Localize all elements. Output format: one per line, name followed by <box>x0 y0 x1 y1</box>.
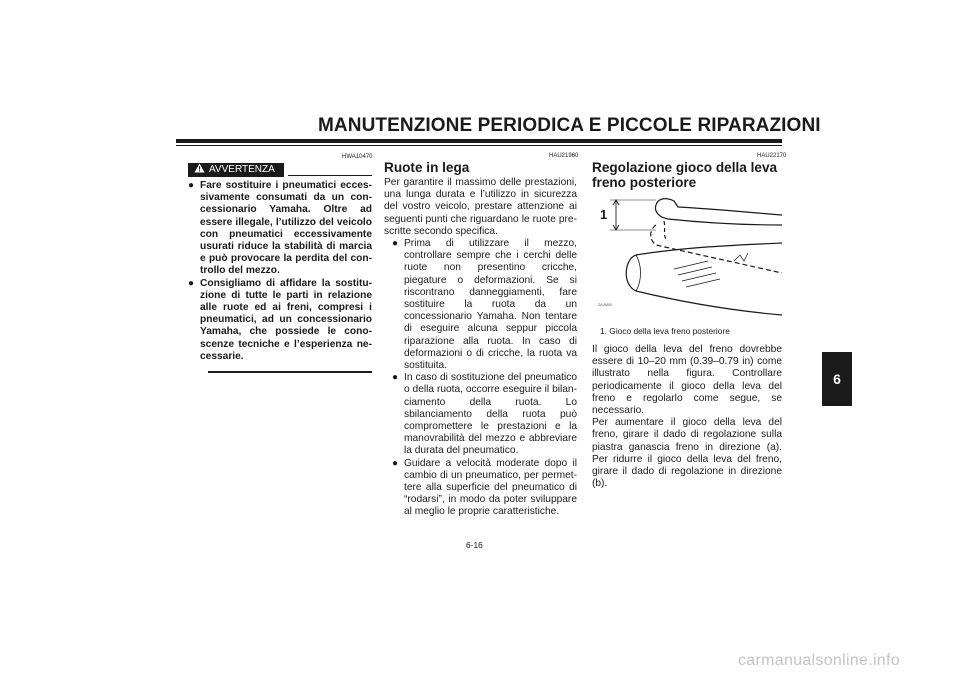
brake-lever-illustration <box>596 195 782 317</box>
warning-end-rule <box>208 371 372 373</box>
warning-triangle-icon <box>194 163 205 178</box>
wheels-code: HAU21960 <box>549 153 579 159</box>
warning-code: HWA10470 <box>342 154 373 160</box>
page-title: MANUTENZIONE PERIODICA E PICCOLE RIPARAZIONI <box>318 115 821 136</box>
page-number: 6-16 <box>466 540 483 550</box>
watermark: carmanualsonline.info <box>738 652 900 669</box>
brake-heading: Regolazione gioco della leva freno posteriore <box>592 160 778 190</box>
figure-code: ZAUM00 <box>598 303 612 307</box>
wheels-heading: Ruote in lega <box>384 160 470 175</box>
wheels-section <box>384 177 577 519</box>
bullet-icon: ● <box>392 372 399 384</box>
brake-section <box>592 344 782 490</box>
brake-lever-figure <box>596 195 782 317</box>
wheels-item: ● Guidare a velocità moderate dopo il cambio di un pneumatico, per permettere alla superficie del pneumatico di “rodarsi”, in modo da poter sviluppare al meglio le proprie caratteristiche. <box>392 457 577 518</box>
wheels-intro: Per garantire il massimo delle prestazioni, una lunga durata e l’utilizzo in sicurezza del vostro veicolo, prestare attenzione ai seguenti punti che riguardano le ruote prescritte secondo specifica. <box>384 177 577 237</box>
warning-rule <box>288 175 372 176</box>
warning-item: ● Fare sostituire i pneumatici eccessivamente consumati da un concessionario Yamaha. Oltre ad essere illegale, l’utilizzo del veicolo con pneumatici eccessivamente usurati riduce la stabilità di marcia e può provocare la perdita del controllo del mezzo. <box>188 180 372 277</box>
title-rule-thin <box>176 145 782 146</box>
bullet-icon: ● <box>392 457 399 469</box>
wheels-item: ● In caso di sostituzione del pneumatico o della ruota, occorre eseguire il bilanciamento della ruota. Lo sbilanciamento della ruota può compromettere le prestazioni e la manovrabilità del mezzo e abbreviare la durata del pneumatico. <box>392 372 577 457</box>
chapter-tab[interactable]: 6 <box>822 352 852 406</box>
bullet-icon: ● <box>188 277 195 289</box>
brake-paragraph: Per aumentare il gioco della leva del freno, girare il dado di regolazione sulla piastra ganascia freno in direzione (a). Per ridurre il gioco della leva del freno, girare il dado di regolazione in direzione (b). <box>592 417 782 490</box>
brake-code: HAU22170 <box>757 153 787 159</box>
warning-item: ● Consigliamo di affidare la sostituzione di tutte le parti in relazione alle ruote ed ai freni, compresi i pneumatici, ad un concessionario Yamaha, che possiede le conoscenze tecniche e l’esperienza necessarie. <box>188 277 372 362</box>
figure-callout: 1 <box>600 207 608 222</box>
title-rule-thick <box>176 139 782 143</box>
warning-header <box>188 163 372 177</box>
figure-caption: 1. Gioco della leva freno posteriore <box>600 326 730 336</box>
warning-badge <box>188 163 284 177</box>
wheels-item: ● Prima di utilizzare il mezzo, controllare sempre che i cerchi delle ruote non presentino cricche, piegature o deformazioni. Se si riscontrano danneggiamenti, fare sostituire la ruota da un concessionario Yamaha. Non tentare di eseguire alcuna seppur piccola riparazione alla ruota. In caso di deformazioni o di cricche, la ruota va sostituita. <box>392 238 577 372</box>
bullet-icon: ● <box>392 238 399 250</box>
bullet-icon: ● <box>188 180 195 191</box>
warning-list <box>188 180 372 363</box>
brake-paragraph: Il gioco della leva del freno dovrebbe essere di 10–20 mm (0.39–0.79 in) come illustrato nella figura. Controllare periodicamente il gioco della leva del freno e regolarlo come segue, se necessario. <box>592 344 782 417</box>
warning-label: AVVERTENZA <box>209 164 275 175</box>
